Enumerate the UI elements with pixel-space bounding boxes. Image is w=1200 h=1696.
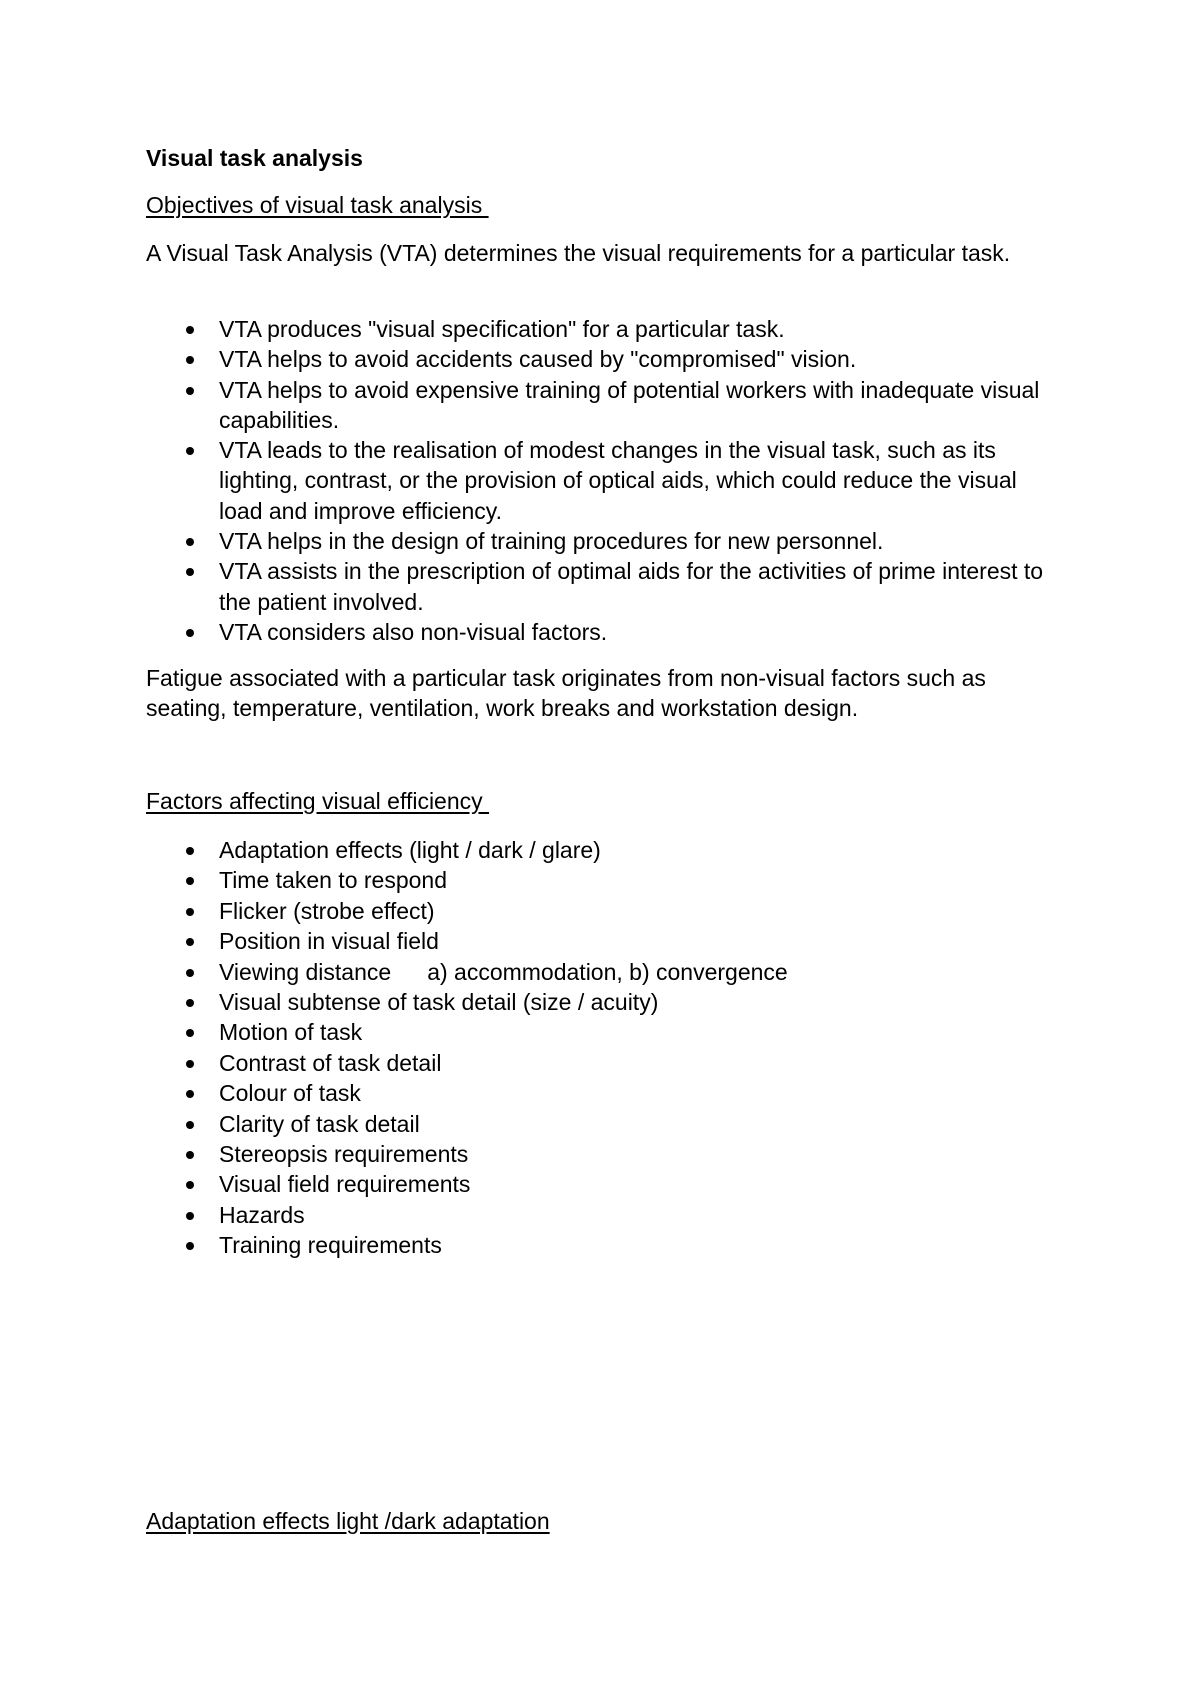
list-item-text: VTA considers also non-visual factors.	[219, 618, 608, 645]
bullet-icon	[186, 326, 194, 334]
list-item-text: VTA helps in the design of training procedures for new personnel.	[219, 528, 884, 555]
list-item	[146, 835, 1066, 865]
list-item	[146, 526, 1066, 556]
list-item	[146, 1109, 1066, 1139]
bullet-icon	[186, 1181, 194, 1189]
list-item	[146, 617, 1066, 647]
list-item-text: Contrast of task detail	[219, 1049, 442, 1076]
bullet-icon	[186, 847, 194, 855]
bullet-icon	[186, 877, 194, 885]
list-item-text: Flicker (strobe effect)	[219, 897, 435, 924]
bullet-icon	[186, 908, 194, 916]
list-item	[146, 865, 1066, 895]
bullet-icon	[186, 969, 194, 977]
bullet-icon	[186, 1029, 194, 1037]
list-item	[146, 926, 1066, 956]
list-item	[146, 1230, 1066, 1260]
bullet-icon	[186, 1090, 194, 1098]
list-item-text: Visual field requirements	[219, 1171, 471, 1198]
list-item	[146, 1200, 1066, 1230]
list-item-text: Position in visual field	[219, 928, 439, 955]
list-item	[146, 435, 1066, 526]
list-item-text: Viewing distance	[219, 958, 392, 985]
objectives-list	[146, 314, 1066, 647]
list-item-text: Time taken to respond	[219, 867, 447, 894]
list-item	[146, 957, 1066, 987]
document-title: Visual task analysis	[146, 145, 363, 171]
bullet-icon	[186, 447, 194, 455]
section-heading-objectives: Objectives of visual task analysis	[146, 192, 489, 218]
list-item	[146, 1048, 1066, 1078]
list-item-text: Adaptation effects (light / dark / glare)	[219, 837, 601, 863]
list-item-text: Training requirements	[219, 1232, 442, 1259]
list-item-text: Clarity of task detail	[219, 1110, 420, 1137]
list-item	[146, 314, 1066, 344]
list-item	[146, 344, 1066, 374]
closing-paragraph: Fatigue associated with a particular task originates from non-visual factors such as seating, temperature, ventilation, work breaks and workstation design.	[146, 665, 986, 721]
bullet-icon	[186, 568, 194, 576]
list-item	[146, 375, 1066, 436]
list-item-text: Stereopsis requirements	[219, 1141, 469, 1168]
section-heading-adaptation: Adaptation effects light /dark adaptation	[146, 1508, 550, 1534]
factors-list	[146, 835, 1066, 1261]
list-item	[146, 896, 1066, 926]
list-item-text: VTA assists in the prescription of optimal aids for the activities of prime interest to the patient involved.	[219, 558, 1044, 615]
bullet-icon	[186, 1212, 194, 1220]
list-item	[146, 1139, 1066, 1169]
viewing-distance-detail: a) accommodation, b) convergence	[427, 958, 788, 985]
list-item	[146, 1169, 1066, 1199]
section-heading-factors: Factors affecting visual efficiency	[146, 788, 490, 814]
list-item-text: Motion of task	[219, 1019, 363, 1046]
bullet-icon	[186, 629, 194, 637]
list-item-text: Colour of task	[219, 1080, 361, 1107]
bullet-icon	[186, 1121, 194, 1129]
list-item	[146, 1017, 1066, 1047]
intro-paragraph: A Visual Task Analysis (VTA) determines the visual requirements for a particular task.	[146, 240, 1011, 266]
list-item-text: VTA helps to avoid expensive training of potential workers with inadequate visual capabilities.	[219, 376, 1040, 433]
list-item-text: Visual subtense of task detail (size / acuity)	[219, 989, 659, 1016]
bullet-icon	[186, 1060, 194, 1068]
list-item	[146, 556, 1066, 617]
bullet-icon	[186, 1242, 194, 1250]
list-item	[146, 987, 1066, 1017]
bullet-icon	[186, 999, 194, 1007]
list-item-text: Hazards	[219, 1201, 305, 1228]
list-item-text: VTA helps to avoid accidents caused by "compromised" vision.	[219, 346, 857, 373]
list-item	[146, 1078, 1066, 1108]
bullet-icon	[186, 938, 194, 946]
list-item-text: VTA produces "visual specification" for a particular task.	[219, 316, 785, 342]
bullet-icon	[186, 356, 194, 364]
bullet-icon	[186, 1151, 194, 1159]
list-item-text: VTA leads to the realisation of modest changes in the visual task, such as its lighting, contrast, or the provision of optical aids, which could reduce the visual load and improve efficiency.	[219, 437, 1017, 524]
bullet-icon	[186, 387, 194, 395]
bullet-icon	[186, 538, 194, 546]
